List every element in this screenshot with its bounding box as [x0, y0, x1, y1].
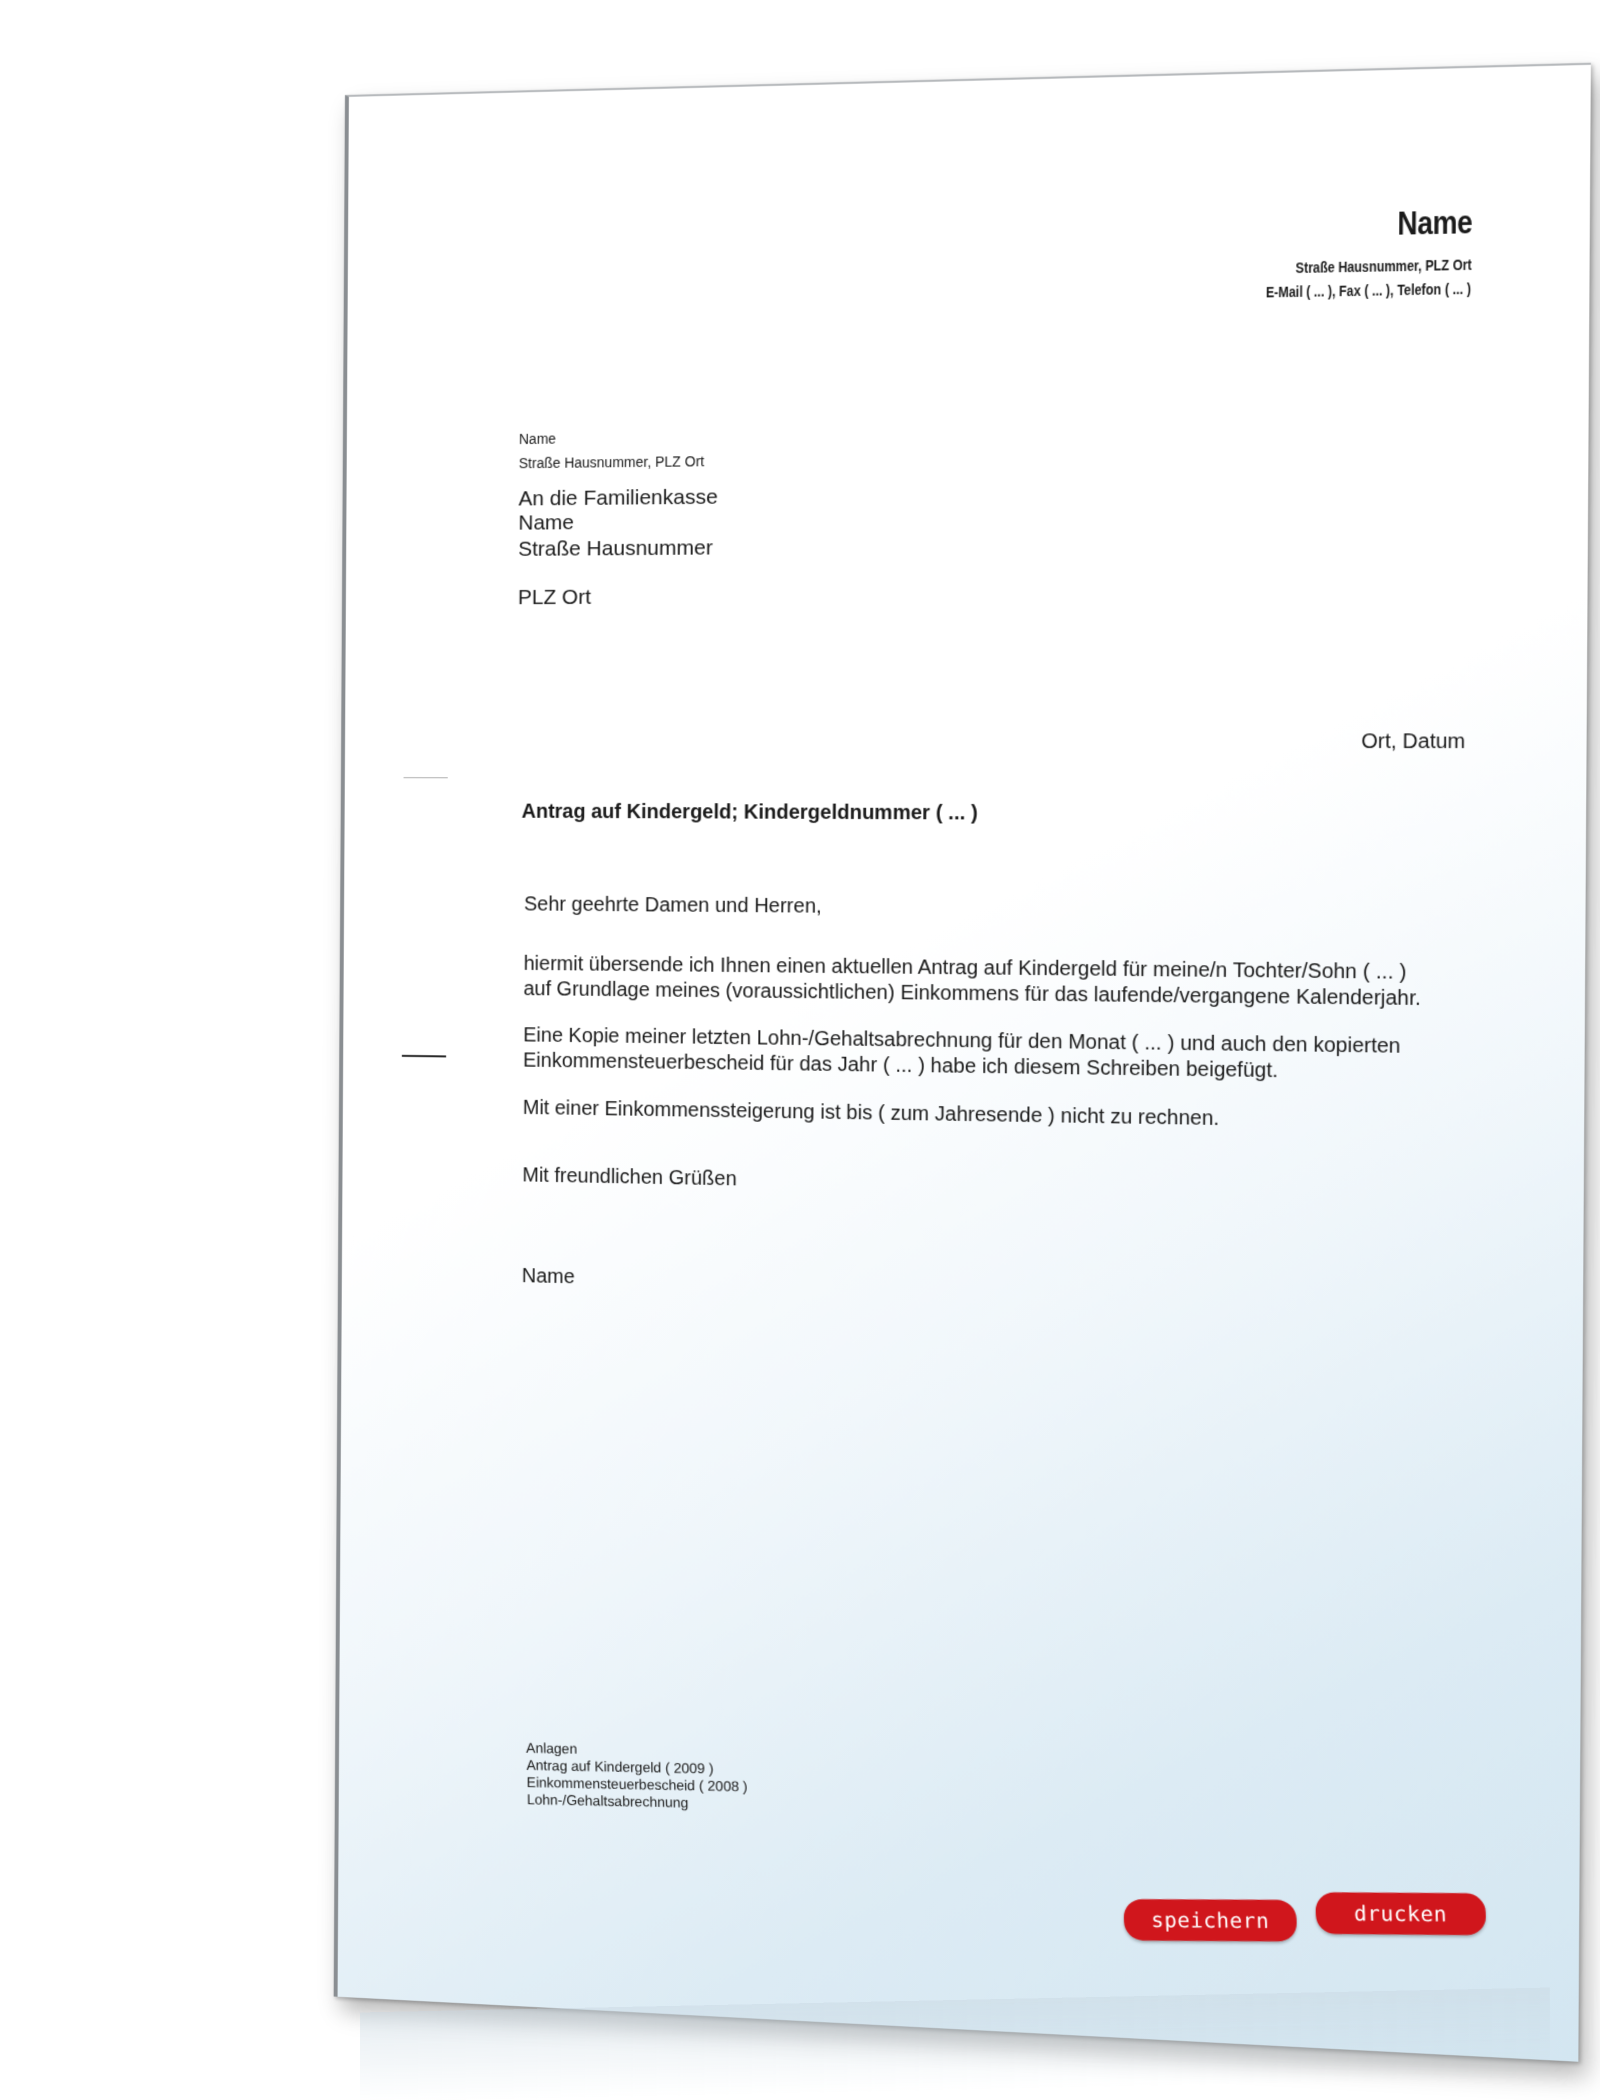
salutation: Sehr geehrte Damen und Herren, — [523, 893, 822, 918]
letter-sheet — [334, 63, 1591, 2062]
body-paragraph-1: hiermit übersende ich Ihnen einen aktuellen Antrag auf Kindergeld für meine/n Tochter/Sohn ( ... ) auf Grundlage meines (voraussichtlichen) Einkommens für das laufende/vergangene Kalenderjahr. — [523, 952, 1421, 1011]
letter-date: Ort, Datum — [1361, 730, 1466, 754]
enclosures-heading: Anlagen — [525, 1739, 578, 1757]
enclosure-item: Einkommensteuerbescheid ( 2008 ) — [526, 1773, 748, 1795]
closing: Mit freundlichen Grüßen — [522, 1164, 737, 1191]
body-paragraph-2: Eine Kopie meiner letzten Lohn-/Gehaltsabrechnung für den Monat ( ... ) und auch den kopierten Einkommensteuerbescheid für das Jahr ( ... ) habe ich diesem Schreiben beigefügt. — [523, 1024, 1401, 1083]
body-paragraph-3: Mit einer Einkommenssteigerung ist bis ( zum Jahresende ) nicht zu rechnen. — [522, 1096, 1220, 1131]
sender-street: Straße Hausnummer, PLZ Ort — [1295, 256, 1472, 277]
recipient-line-4: PLZ Ort — [517, 585, 592, 610]
enclosure-item: Antrag auf Kindergeld ( 2009 ) — [526, 1756, 714, 1777]
letter-subject: Antrag auf Kindergeld; Kindergeldnummer ( ... ) — [521, 800, 978, 825]
recipient-line-2: Name — [518, 511, 575, 535]
return-address-street: Straße Hausnummer, PLZ Ort — [518, 453, 705, 472]
sender-contact: E-Mail ( ... ), Fax ( ... ), Telefon ( ... ) — [1266, 280, 1472, 301]
sender-name: Name — [1396, 203, 1472, 242]
recipient-line-3: Straße Hausnummer — [518, 536, 713, 561]
signature-name: Name — [521, 1264, 575, 1289]
return-address-name: Name — [518, 430, 557, 448]
recipient-line-1: An die Familienkasse — [518, 485, 718, 511]
enclosure-item: Lohn-/Gehaltsabrechnung — [526, 1791, 689, 1811]
save-button[interactable]: speichern — [1123, 1899, 1297, 1942]
fold-mark-top — [404, 777, 448, 778]
print-button[interactable]: drucken — [1315, 1892, 1486, 1935]
punch-mark — [402, 1055, 446, 1058]
enclosures-list — [526, 1740, 748, 1813]
